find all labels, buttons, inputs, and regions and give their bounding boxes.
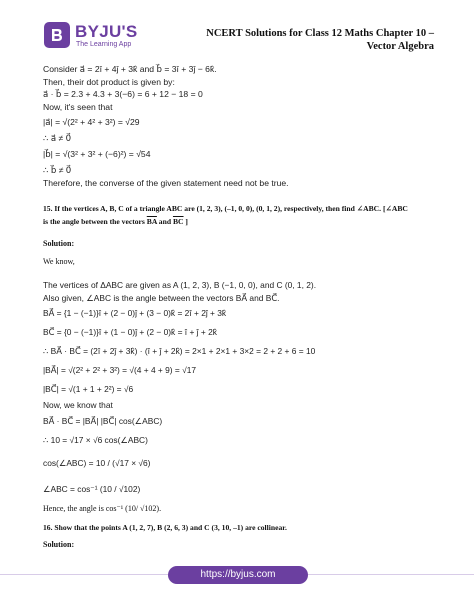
math-line: a⃗ · b⃗ = 2.3 + 4.3 + 3(−6) = 6 + 12 − 18 = 0	[43, 89, 203, 100]
question-16: 16. Show that the points A (1, 2, 7), B (2, 6, 3) and C (3, 10, –1) are collinear.	[43, 523, 287, 532]
math-line: BC⃗ = {0 − (−1)}î + (1 − 0)ĵ + (2 − 0)k̂ = î + ĵ + 2k̂	[43, 327, 217, 338]
solution-math-block-2	[43, 279, 316, 502]
math-line: The vertices of ΔABC are given as A (1, 2, 3), B (−1, 0, 0), and C (0, 1, 2).	[43, 280, 317, 290]
question-15-line-1: 15. If the vertices A, B, C of a triangle ABC are (1, 2, 3), (–1, 0, 0), (0, 1, 2), respectively, then find ∠ABC. [∠ABC	[43, 204, 408, 213]
math-line: Therefore, the converse of the given statement need not be true.	[43, 177, 289, 188]
page-title	[174, 27, 434, 53]
brand-tagline: The Learning App	[76, 41, 132, 48]
math-line: Then, their dot product is given by:	[43, 76, 175, 87]
math-line: ∴ b⃗ ≠ 0⃗	[43, 164, 72, 175]
brand-name: BYJU'S	[75, 22, 138, 41]
math-line: |b⃗| = √(3² + 3² + (−6)²) = √54	[43, 148, 151, 159]
math-line: Also given, ∠ABC is the angle between the vectors BA⃗ and BC⃗.	[43, 292, 280, 303]
math-line: BA⃗ · BC⃗ = |BA⃗| |BC⃗| cos(∠ABC)	[43, 415, 163, 426]
solution-label: Solution:	[43, 239, 75, 248]
math-line: ∴ 10 = √17 × √6 cos(∠ABC)	[43, 434, 148, 445]
solution-math-block-1	[43, 63, 289, 189]
math-line: Consider a⃗ = 2î + 4ĵ + 3k̂ and b⃗ = 3î + 3ĵ − 6k̂.	[43, 64, 217, 74]
math-line: |BC⃗| = √(1 + 1 + 2²) = √6	[43, 384, 134, 395]
question-15-line-2	[43, 216, 443, 227]
q15-and: and	[156, 217, 173, 226]
math-line: ∴ a⃗ ≠ 0⃗	[43, 133, 72, 144]
hence-text: Hence, the angle is cos⁻¹ (10/ √102).	[43, 504, 162, 513]
q15-suffix: ]	[183, 217, 188, 226]
byjus-logo-icon	[44, 22, 70, 48]
q15-text: is the angle between the vectors	[43, 217, 147, 226]
footer-url-link[interactable]: https://byjus.com	[168, 566, 308, 584]
vector-bc: $\overline{BC}$	[172, 217, 184, 226]
solution-label-2: Solution:	[43, 540, 75, 549]
we-know-text: We know,	[43, 257, 75, 266]
math-line: |BA⃗| = √(2² + 2² + 3²) = √(4 + 4 + 9) = √17	[43, 365, 197, 376]
math-line: ∠ABC = cos⁻¹ (10 / √102)	[43, 483, 141, 494]
vector-ba: $\overline{BA}$	[146, 217, 157, 226]
title-line-1: NCERT Solutions for Class 12 Maths Chapter 10 –	[206, 28, 434, 39]
math-line: BA⃗ = {1 − (−1)}î + (2 − 0)ĵ + (3 − 0)k̂ = 2î + 2ĵ + 3k̂	[43, 308, 227, 319]
math-line: Now, it's seen that	[43, 101, 113, 112]
title-line-2: Vector Algebra	[366, 41, 434, 52]
math-line: cos(∠ABC) = 10 / (√17 × √6)	[43, 457, 151, 468]
math-line: |a⃗| = √(2² + 4² + 3²) = √29	[43, 117, 140, 128]
math-line: ∴ BA⃗ · BC⃗ = (2î + 2ĵ + 3k̂) · (î + ĵ + 2k̂) = 2×1 + 2×1 + 3×2 = 2 + 2 + 6 = 10	[43, 346, 316, 357]
math-line: Now, we know that	[43, 400, 113, 411]
